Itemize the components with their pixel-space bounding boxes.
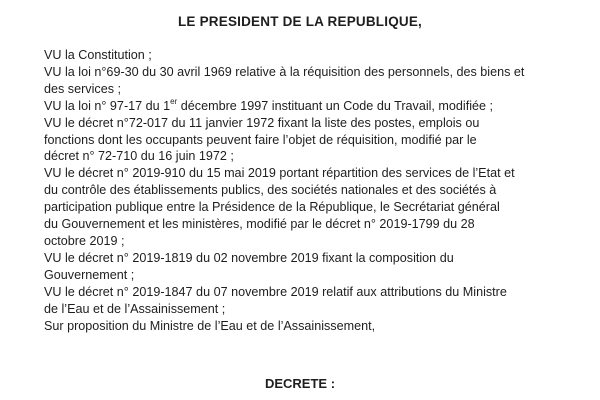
- visa-decret-2019-1819: [44, 250, 579, 284]
- document-title: LE PRESIDENT DE LA REPUBLIQUE,: [177, 14, 423, 29]
- visa-list: [44, 47, 579, 334]
- decrete-heading: DECRETE :: [264, 376, 336, 391]
- visa-decret-2019-1847: [44, 284, 579, 318]
- ordinal-superscript: er: [170, 96, 178, 106]
- visa-decret-2019-910: [44, 165, 579, 250]
- visa-line: du Gouvernement et les ministères, modifié par le décret n° 2019-1799 du 28: [44, 217, 475, 232]
- visa-line: VU le décret n° 2019-1847 du 07 novembre 2019 relatif aux attributions du Ministre: [44, 284, 507, 299]
- visa-line: VU le décret n°72-017 du 11 janvier 1972 fixant la liste des postes, emplois ou: [44, 115, 480, 130]
- visa-text-before-superscript: VU la loi n° 97-17 du 1: [44, 98, 171, 113]
- visa-line: Gouvernement ;: [44, 267, 135, 282]
- visa-line: participation publique entre la Présidence de la République, le Secrétariat général: [44, 200, 500, 215]
- visa-line: de l’Eau et de l’Assainissement ;: [44, 301, 226, 316]
- visa-loi-69-30: [44, 64, 579, 98]
- visa-constitution: [44, 47, 579, 64]
- visa-line: décret n° 72-710 du 16 juin 1972 ;: [44, 149, 234, 164]
- visa-line: VU la Constitution ;: [44, 48, 152, 62]
- proposal-line: Sur proposition du Ministre de l’Eau et de l’Assainissement,: [44, 318, 376, 333]
- visa-loi-97-17: [44, 98, 579, 115]
- visa-line: fonctions dont les occupants peuvent faire l’objet de réquisition, modifié par le: [44, 132, 477, 147]
- visa-line: des services ;: [44, 81, 121, 96]
- visa-line: octobre 2019 ;: [44, 233, 125, 248]
- visa-line: du contrôle des établissements publics, des sociétés nationales et des sociétés à: [44, 183, 497, 198]
- visa-line: VU le décret n° 2019-910 du 15 mai 2019 portant répartition des services de l’Etat et: [44, 166, 515, 181]
- visa-line: VU la loi n°69-30 du 30 avril 1969 relative à la réquisition des personnels, des biens et: [44, 64, 525, 79]
- visa-line: VU le décret n° 2019-1819 du 02 novembre 2019 fixant la composition du: [44, 250, 454, 265]
- visa-text-after-superscript: décembre 1997 instituant un Code du Travail, modifiée ;: [177, 98, 494, 113]
- visa-line: [44, 98, 579, 115]
- visa-decret-72-017: [44, 115, 579, 166]
